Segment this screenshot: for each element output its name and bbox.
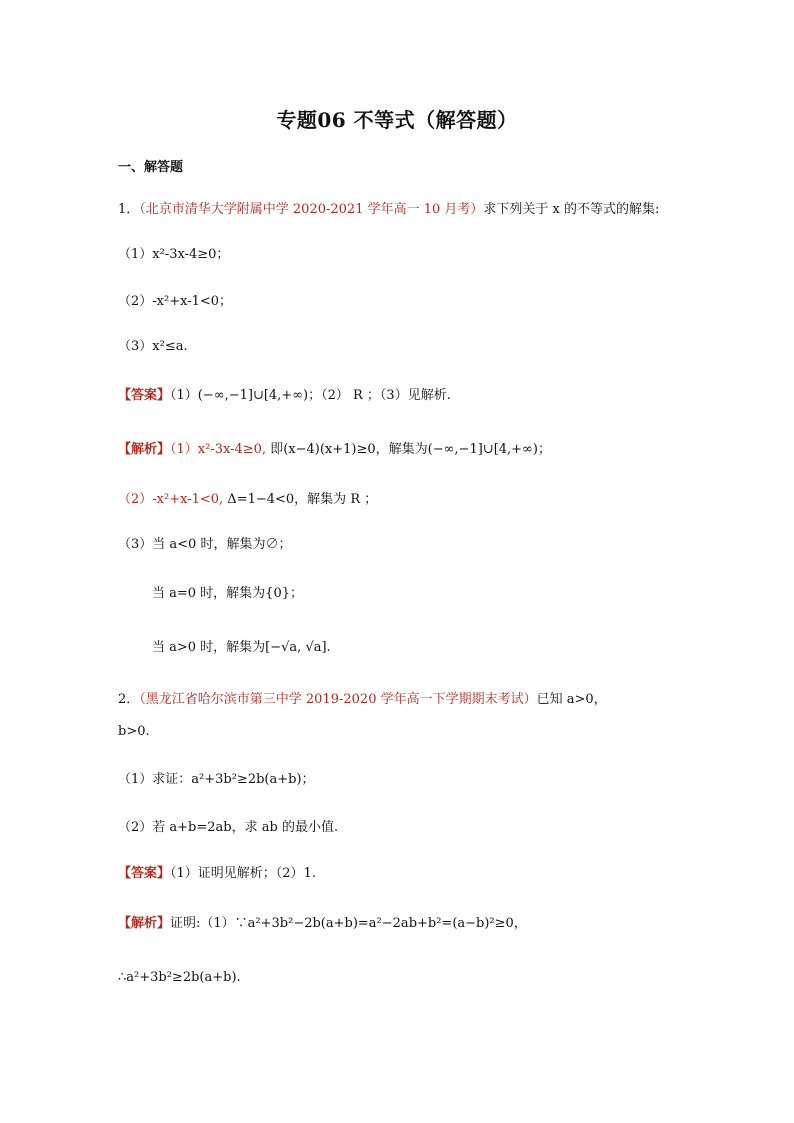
- question-source: （黑龙江省哈尔滨市第三中学 2019-2020 学年高一下学期期末考试）: [139, 692, 537, 707]
- question-2: [118, 690, 607, 710]
- q1-answer: [118, 386, 451, 406]
- q1-analysis-3c: 当 a>0 时，解集为[−√a, √a].: [152, 640, 331, 655]
- question-1: [118, 200, 659, 220]
- q2-analysis: [118, 914, 527, 934]
- q1-analysis-2: [118, 490, 377, 510]
- q1-analysis-1: [118, 440, 551, 460]
- question-source: （北京市清华大学附属中学 2020-2021 学年高一 10 月考）: [139, 202, 484, 217]
- q1-analysis-3b: 当 a=0 时，解集为{0}；: [152, 586, 303, 601]
- question-stem: 已知 a>0，: [536, 692, 607, 707]
- q1-part-1: （1）x²-3x-4≥0；: [118, 247, 230, 262]
- q2-answer: [118, 864, 316, 884]
- q2-part-2: （2）若 a+b=2ab，求 ab 的最小值.: [118, 820, 339, 835]
- q1-part-3: （3）x²≤a.: [118, 339, 188, 354]
- q2-part-1: （1）求证：a²+3b²≥2b(a+b)；: [118, 772, 315, 787]
- analysis-text: 即(x−4)(x+1)≥0，解集为(−∞,−1]∪[4,+∞)；: [266, 442, 551, 457]
- question-stem: 求下列关于 x 的不等式的解集:: [483, 202, 660, 217]
- question-number: 2．: [118, 692, 140, 707]
- answer-text: （1）证明见解析；（2）1.: [170, 866, 316, 881]
- answer-text: （1）(−∞,−1]∪[4,+∞)；（2） R ；（3）见解析.: [170, 388, 451, 403]
- answer-tag: 【答案】: [118, 866, 171, 881]
- analysis-highlight: （2）-x²+x-1<0,: [118, 492, 224, 507]
- section-heading: 一、解答题: [118, 160, 184, 175]
- question-number: 1．: [118, 202, 140, 217]
- q2-conclusion: ∴a²+3b²≥2b(a+b).: [118, 970, 241, 985]
- analysis-highlight: （1）x²-3x-4≥0,: [170, 442, 267, 457]
- analysis-text: Δ=1−4<0，解集为 R ；: [223, 492, 378, 507]
- analysis-tag: 【解析】: [118, 442, 171, 457]
- page-title: 专题06 不等式（解答题）: [276, 108, 518, 132]
- analysis-tag: 【解析】: [118, 916, 171, 931]
- question-2-stem-cont: b>0.: [118, 724, 150, 739]
- answer-tag: 【答案】: [118, 388, 171, 403]
- q1-part-2: （2）-x²+x-1<0；: [118, 294, 233, 309]
- q1-analysis-3: （3）当 a<0 时，解集为∅；: [118, 537, 292, 552]
- analysis-text: 证明:（1）∵a²+3b²−2b(a+b)=a²−2ab+b²=(a−b)²≥0，: [170, 916, 527, 931]
